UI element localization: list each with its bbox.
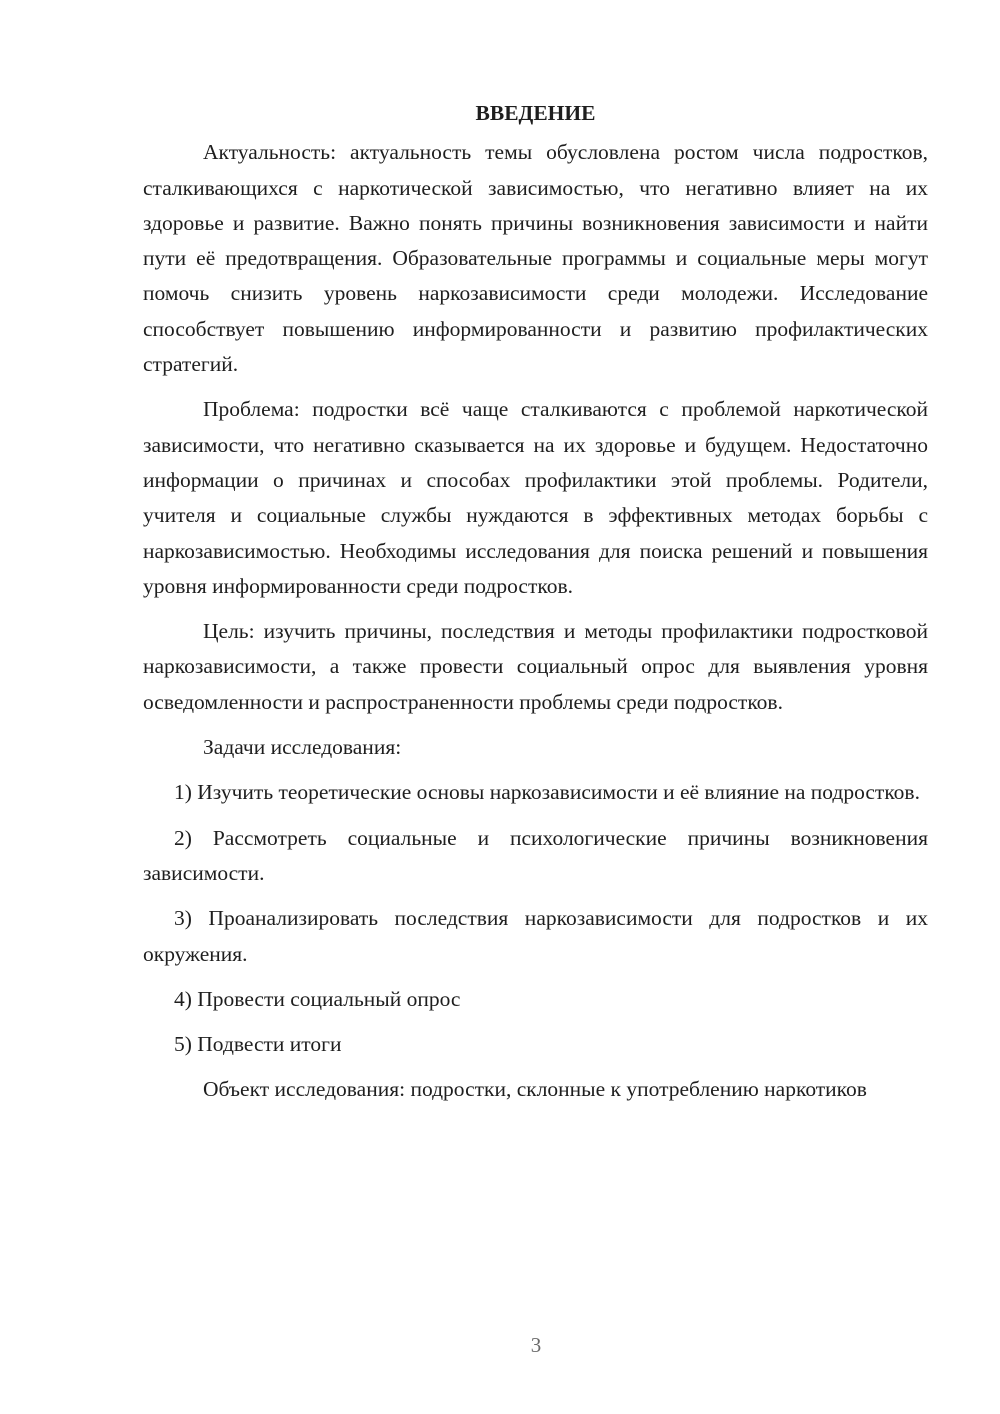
task-item-1: 1) Изучить теоретические основы наркозависимости и её влияние на подростков. bbox=[174, 780, 920, 805]
problem-paragraph: Проблема: подростки всё чаще сталкиваются с проблемой наркотической зависимости, что негативно сказывается на их здоровье и будущем. Недостаточно информации о причинах и способах профилактики этой проблемы. Родители, учителя и социальные службы нуждаются в эффективных методах борьбы с наркозависимостью. Необходимы исследования для поиска решений и повышения уровня информированности среди подростков. bbox=[143, 397, 928, 598]
relevance-paragraph: Актуальность: актуальность темы обусловлена ростом числа подростков, сталкивающихся с наркотической зависимостью, что негативно влияет на их здоровье и развитие. Важно понять причины возникновения зависимости и найти пути её предотвращения. Образовательные программы и социальные меры могут помочь снизить уровень наркозависимости среди молодежи. Исследование способствует повышению информированности и развитию профилактических стратегий. bbox=[143, 140, 928, 377]
page-title: ВВЕДЕНИЕ bbox=[475, 101, 596, 125]
task-item-3: 3) Проанализировать последствия наркозависимости для подростков и их окружения. bbox=[143, 906, 928, 966]
object-paragraph: Объект исследования: подростки, склонные к употреблению наркотиков bbox=[203, 1077, 867, 1102]
task-item-5: 5) Подвести итоги bbox=[174, 1032, 342, 1057]
document-page bbox=[143, 96, 928, 1118]
goal-paragraph: Цель: изучить причины, последствия и методы профилактики подростковой наркозависимости, а также провести социальный опрос для выявления уровня осведомленности и распространенности проблемы среди подростков. bbox=[143, 619, 928, 714]
task-item-4: 4) Провести социальный опрос bbox=[174, 986, 461, 1011]
page-number: 3 bbox=[530, 1333, 542, 1357]
task-item-2: 2) Рассмотреть социальные и психологические причины возникновения зависимости. bbox=[143, 825, 928, 885]
tasks-heading: Задачи исследования: bbox=[203, 735, 402, 760]
